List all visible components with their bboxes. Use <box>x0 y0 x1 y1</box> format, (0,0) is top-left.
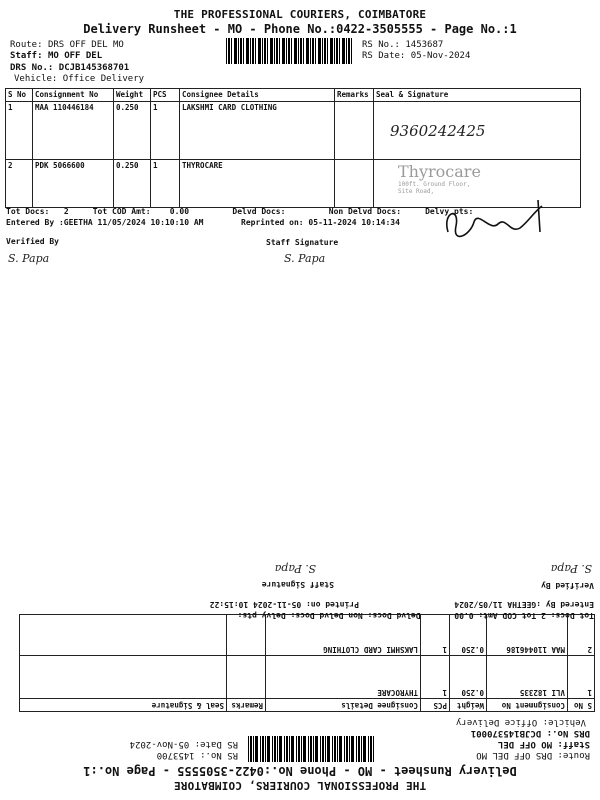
cell-sno: 1 <box>6 102 33 160</box>
mirror-staff-signature: S. Papa <box>274 562 316 575</box>
mirror-verified-signature: S. Papa <box>550 562 592 575</box>
entered-by: Entered By :GEETHA 11/05/2024 10:10:10 AM <box>6 218 204 227</box>
cell-consignee: LAKSHMI CARD CLOTHING <box>266 615 421 656</box>
col-pcs: PCS <box>151 89 180 102</box>
totals-line: Tot Docs: 2 Tot COD Amt: 0.00 Delvd Docs: Non Delvd Docs: Delvy pts: <box>6 207 474 216</box>
cell-remarks <box>227 615 266 656</box>
staff-line: Staff: MO OFF DEL <box>10 51 103 61</box>
drs-line: DRS No.: DCJB145368701 <box>10 63 130 73</box>
col-remarks: Remarks <box>335 89 374 102</box>
col-consignment: Consignment No <box>33 89 114 102</box>
cell-remarks <box>335 160 374 208</box>
company-name: THE PROFESSIONAL COURIERS, COIMBATORE <box>173 8 427 21</box>
cell-weight: 0.250 <box>114 160 151 208</box>
cell-consignee: THYROCARE <box>266 656 421 699</box>
cell-remarks <box>335 102 374 160</box>
runsheet-title: Delivery Runsheet - MO - Phone No.:0422-3505555 - Page No.:1 <box>83 22 517 36</box>
mirror-rs-date: RS Date: 05-Nov-2024 <box>129 739 238 749</box>
cell-pcs: 1 <box>151 160 180 208</box>
cell-weight: 0.250 <box>114 102 151 160</box>
verified-by-label: Verified By <box>6 237 59 246</box>
cell-pcs: 1 <box>151 102 180 160</box>
cell-consignment: MAA 110446186 <box>487 615 568 656</box>
mirror-company-name: THE PROFESSIONAL COURIERS, COIMBATORE <box>173 779 427 792</box>
route-line: Route: DRS OFF DEL MO <box>10 40 124 50</box>
mirror-printed-on: Printed on: 05-11-2024 10:15:22 <box>209 600 359 609</box>
mirror-vehicle: Vehicle: Office Delivery <box>455 717 586 727</box>
mirror-verified-by: Verified By <box>541 581 594 590</box>
mirror-drs: DRS No.: DCJB145370001 <box>470 728 590 738</box>
mirror-totals: Tot Docs: 2 Tot COD Amt: 0.00 Delvd Docs: Non Delvd Docs: Delvy pts: <box>237 611 594 620</box>
table-row <box>20 656 595 699</box>
barcode <box>226 38 354 64</box>
stamp-name: Thyrocare <box>398 162 481 181</box>
consignee-signature <box>440 192 560 252</box>
cell-consignment: MAA 110446184 <box>33 102 114 160</box>
cell-consignee: THYROCARE <box>180 160 335 208</box>
mirror-rs-no: RS No.: 1453700 <box>156 750 238 760</box>
cell-consignment: PDK 5066600 <box>33 160 114 208</box>
mirror-col-weight: Weight <box>450 699 487 712</box>
mirror-col-consignee: Consignee Details <box>266 699 421 712</box>
cell-consignment: VLI 182335 <box>487 656 568 699</box>
col-sno: S No <box>6 89 33 102</box>
mirror-staff: Staff: MO OFF DEL <box>497 739 590 749</box>
cell-consignee: LAKSHMI CARD CLOTHING <box>180 102 335 160</box>
mirror-col-remarks: Remarks <box>227 699 266 712</box>
upside-down-runsheet-copy <box>0 530 600 800</box>
cell-sno: 1 <box>568 656 595 699</box>
vehicle-line: Vehicle: Office Delivery <box>14 74 145 84</box>
reprinted-on: Reprinted on: 05-11-2024 10:14:34 <box>241 218 400 227</box>
col-seal: Seal & Signature <box>374 89 581 102</box>
cell-pcs: 1 <box>421 615 450 656</box>
staff-signature-label: Staff Signature <box>266 238 339 247</box>
mirror-col-seal: Seal & Signature <box>20 699 227 712</box>
stamp-line2: Site Road, <box>398 188 435 195</box>
verified-signature: S. Papa <box>8 252 50 265</box>
mirror-entered-by: Entered By :GEETHA 11/05/2024 <box>454 600 594 609</box>
col-weight: Weight <box>114 89 151 102</box>
mirror-staff-signature-label: Staff Signature <box>261 580 334 589</box>
rs-no-line: RS No.: 1453687 <box>362 40 444 50</box>
cell-pcs: 1 <box>421 656 450 699</box>
mirror-barcode <box>246 736 374 762</box>
mirror-route: Route: DRS OFF DEL MO <box>476 750 590 760</box>
mirror-col-sno: S No <box>568 699 595 712</box>
col-consignee: Consignee Details <box>180 89 335 102</box>
staff-signature: S. Papa <box>284 252 326 265</box>
cell-seal <box>20 615 227 656</box>
stamp-line1: 100ft. Ground Floor, <box>398 181 471 188</box>
cell-remarks <box>227 656 266 699</box>
mirror-runsheet-title: Delivery Runsheet - MO - Phone No.:0422-3505555 - Page No.:1 <box>83 764 517 778</box>
mirror-col-consignment: Consignment No <box>487 699 568 712</box>
cell-weight: 0.250 <box>450 615 487 656</box>
rs-date-line: RS Date: 05-Nov-2024 <box>362 51 471 61</box>
mirror-runsheet-table <box>19 614 595 712</box>
cell-seal <box>20 656 227 699</box>
mirror-col-pcs: PCS <box>421 699 450 712</box>
cell-sno: 2 <box>6 160 33 208</box>
handwritten-phone: 9360242425 <box>390 121 486 140</box>
cell-seal <box>374 102 581 160</box>
cell-weight: 0.250 <box>450 656 487 699</box>
table-row <box>20 615 595 656</box>
table-row <box>6 102 581 160</box>
cell-sno: 2 <box>568 615 595 656</box>
